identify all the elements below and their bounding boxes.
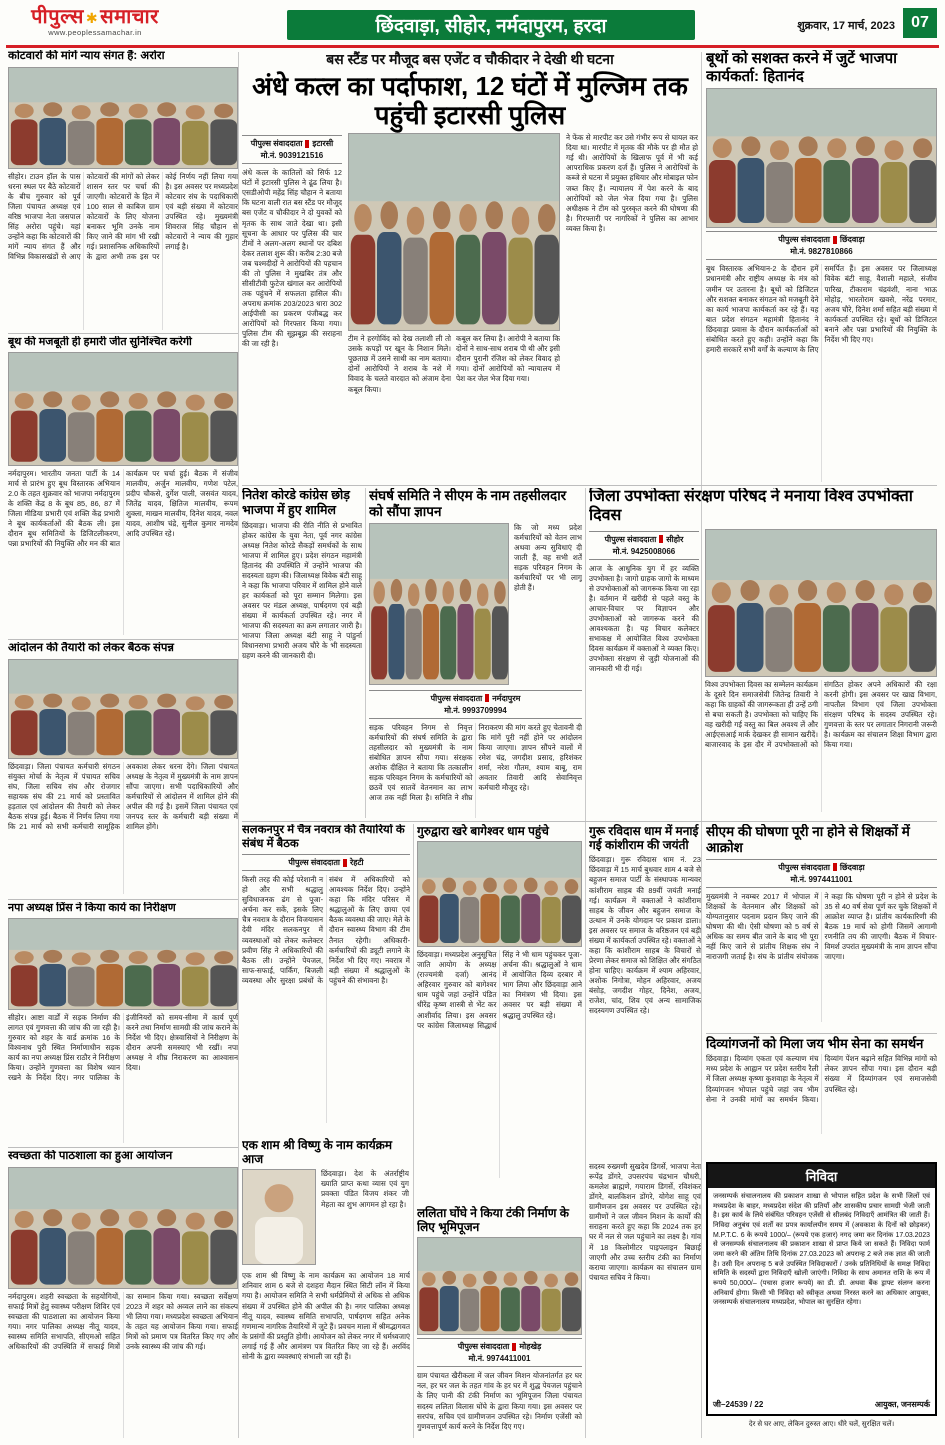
section-rule <box>8 333 238 334</box>
article-body: कबूल कर लिया है। आरोपी ने बताया कि दोनों ने साथ-साथ शराब पी थी और इसी दौरान पुरानी रंजिश को लेकर विवाद हो गया। दोनों आरोपियों को न्यायालय में पेश कर जेल भेज दिया गया। <box>456 334 560 384</box>
column-rule <box>365 488 366 818</box>
photo-vishnu-speaker-portrait <box>242 1169 316 1265</box>
newspaper-logo <box>10 6 180 37</box>
section-rule <box>242 485 937 486</box>
article-headline: गुरू रविदास धाम में मनाई गई कांशीराम की जयंती <box>589 824 699 853</box>
logo-star-icon <box>86 6 98 28</box>
photo-swachhata-event <box>8 1167 238 1289</box>
logo-text <box>10 6 180 28</box>
byline-location: नर्मदापुरम <box>492 693 521 703</box>
article-body: नर्मदापुरम। भारतीय जनता पार्टी के 14 मार्च से प्रारंभ हुए बूथ विस्तारक अभियान 2.0 के तहत शुक्रवार को भाजपा नर्मदापुरम के शक्ति केंद्र 8 के बूथ 85, 86, 87 में जिला मीडिया प्रभारी एवं शक्ति केंद्र प्रभारी ने बूथ कार्यकर्ताओं की बैठक ली। इस दौरान बूथ समितियों के डिजिटलीकरण, पन्ना प्रभारियों की नियुक्ति और मन की बात कार्यक्रम पर चर्चा हुई। बैठक में संजीव मालवीय, अर्जुन मालवीय, गणेश पटेल, प्रदीप चौकसे, दुर्गेश पाली, जसवंत यादव, जितेंद्र यादव, क्षितिज मालवीय, रूपम शुक्ला, माखन मालवीय, दिनेश यादव, नवल यादव, आशीष चंद्रे, सुनील कुमार नामदेव आदि उपस्थित रहे। <box>8 468 238 549</box>
logo-part1: पीपुल्स <box>31 6 84 28</box>
byline-phone: मो.नं. 9039121516 <box>260 151 324 161</box>
article-swachhata <box>8 1150 238 1440</box>
article-headline: बूथों को सशक्त करने में जुटें भाजपा कार्यकर्ता: हितानंद <box>706 50 897 85</box>
article-vishnu-event <box>242 1138 410 1438</box>
website-url: www.peoplessamachar.in <box>48 28 142 37</box>
byline-location: छिंदवाड़ा <box>839 235 865 245</box>
article-headline: ललिता घोंघे ने किया टंकी निर्माण के लिए भूमिपूजन <box>417 1206 569 1235</box>
article-cm-teachers <box>706 824 937 1030</box>
byline-separator <box>343 859 347 867</box>
article-headline: एक शाम श्री विष्णु के नाम कार्यक्रम आज <box>242 1138 393 1167</box>
section-rule <box>8 1147 238 1148</box>
article-headline: आंदोलन की तैयारी को लेकर बैठक संपन्न <box>8 642 174 654</box>
article-headline: नितेश कोरडे कांग्रेस छोड़ भाजपा में हुए शामिल <box>242 488 350 517</box>
article-body: विश्व उपभोक्ता दिवस का सम्मेलन कार्यक्रम के दूसरे दिन समाजसेवी जितेन्द्र तिवारी ने कहा कि ग्राहकों की जागरूकता ही उन्हें ठगी से बचा सकती है। उपभोक्ता को चाहिए कि वह खरीदी गई वस्तु का बिल अवश्य लें और आईएसआई मार्क देखकर ही सामान खरीदें। बाजारवाद के इस दौर में उपभोक्ताओं को संगठित होकर अपने अधिकारों की रक्षा करनी होगी। इस अवसर पर खाद्य विभाग, नापतौल विभाग एवं जिला उपभोक्ता संरक्षण परिषद के सदस्य उपस्थित रहे। गुणवत्ता के स्तर पर लगातार निगरानी जरूरी है। कार्यक्रम का संचालन शिक्षा विभाग द्वारा किया गया। <box>705 679 937 750</box>
byline-agency: पीपुल्स संवाददाता <box>457 1342 510 1352</box>
article-body: नर्मदापुरम। शहरी स्वच्छता के सहयोगियों, सफाई मित्रों हेतु स्वास्थ्य परीक्षण शिविर एवं स्वच्छता की पाठशाला का आयोजन किया गया। नगर पालिका अध्यक्ष नीतू यादव, स्वास्थ्य समिति सभापति, सीएमओ सहित अधिकारियों की उपस्थिति में सफाई मित्रों का सम्मान किया गया। स्वच्छता सर्वेक्षण 2023 में शहर को अव्वल लाने का संकल्प भी लिया गया। मध्यप्रदेश स्वच्छता अभियान के तहत यह आयोजन किया गया। सफाई मित्रों को प्रमाण पत्र वितरित किए गए और उनके स्वास्थ्य की जांच की गई। <box>8 1291 238 1351</box>
byline-agency: पीपुल्स संवाददाता <box>778 862 830 872</box>
article-body: छिंदवाड़ा। देश के अंतर्राष्ट्रीय ख्याति प्राप्त कथा व्यास एवं युग प्रवक्ता पंडित विजय शंकर जी मेहता का शुभ आगमन हो रहा है। <box>321 1169 409 1209</box>
article-body: मुख्यमंत्री ने नवम्बर 2017 में भोपाल में शिक्षकों के वेतनमान और शिक्षकों को योग्यतानुसार पदनाम प्रदान किए जाने की घोषणा की थी। ऐसी घोषणा को 5 वर्ष से अधिक का समय बीत जाने के बाद भी पूरा नहीं किए जाने से प्रांतीय शिक्षक संघ ने नाराजगी जताई है। संघ के प्रांतीय संयोजक ने कहा कि घोषणा पूरी न होने से प्रदेश के 35 से 40 वर्ष सेवा पूर्ण कर चुके शिक्षकों में आक्रोश व्याप्त है। प्रांतीय कार्यकारिणी की बैठक 19 मार्च को होगी जिसमें आगामी रणनीति तय की जाएगी। बैठक में विचार-विमर्श उपरांत मुख्यमंत्री के नाम ज्ञापन सौंपा जाएगा। <box>706 891 937 962</box>
article-itarsi-murder <box>242 50 698 482</box>
article-nitesh-korde <box>242 488 362 818</box>
tender-reference: जी–24539 / 22 <box>713 1400 764 1409</box>
byline-separator <box>659 535 663 543</box>
article-body: छिंदवाड़ा। भाजपा की रीति नीति से प्रभावित होकर कांग्रेस के युवा नेता, पूर्व नगर कांग्रेस अध्यक्ष नितेश कोरडे सैकड़ों समर्थकों के साथ भाजपा में शामिल हुए। प्रदेश संगठन महामंत्री हितानंद की उपस्थिति में उन्होंने भाजपा की सदस्यता ग्रहण की। जिलाध्यक्ष विवेक बंटी साहू ने कहा कि भाजपा परिवार में शामिल होने वाले हर कार्यकर्ता को पूरा सम्मान मिलेगा। इस अवसर पर मंडल अध्यक्ष, पार्षदगण एवं बड़ी संख्या में कार्यकर्ता उपस्थित रहे। नगर में भाजपा की सदस्यता का क्रम लगातार जारी है। भाजपा जिला अध्यक्ष बंटी साहू ने पांडुर्ना विधानसभा प्रभारी अजय चौरे के भी सदस्यता ग्रहण करने की जानकारी दी। <box>242 520 362 661</box>
byline <box>242 854 410 871</box>
byline-separator <box>305 140 309 148</box>
article-lalita-bhumipujan <box>417 1206 582 1440</box>
photo-memorandum-handover <box>369 523 509 685</box>
byline-agency: पीपुल्स संवाददाता <box>778 235 830 245</box>
byline-separator <box>833 863 837 871</box>
photo-bjp-booth-meeting <box>8 352 238 466</box>
article-body: छिंदवाड़ा। मध्यप्रदेश अनुसूचित जाति आयोग के अध्यक्ष (राज्यमंत्री दर्जा) आनंद अहिरवार गुरुवार को बागेश्वर धाम पहुंचे जहां उन्होंने पंडित धीरेंद्र कृष्ण शास्त्री से भेंट कर आशीर्वाद लिया। इस अवसर पर कांग्रेस जिलाध्यक्ष सिद्धार्थ सिंह ने भी धाम पहुंचकर पूजा-अर्चना की। श्रद्धालुओं ने धाम में आयोजित दिव्य दरबार में भाग लिया और छिंदवाड़ा आने का निमंत्रण भी दिया। इस अवसर पर बड़ी संख्या में श्रद्धालु उपस्थित रहे। <box>417 950 582 1030</box>
byline-agency: पीपुल्स संवाददाता <box>430 693 483 703</box>
photo-consumer-day-group <box>705 529 937 677</box>
article-headline: बूथ की मजबूती ही हमारी जीत सुनिश्चित करेगी <box>8 336 192 348</box>
byline <box>417 1338 582 1367</box>
byline-agency: पीपुल्स संवाददाता <box>288 858 340 868</box>
article-body: सदस्य रुख्मणी सुखदेव डिगर्से, भाजपा नेता रूपेंद्र डोंगरे, उपसरपंच चंद्रभान चौधरी, कमलेश ब्राह्मणे, गयाराम डिगर्से, रविशंकर डोंगरे, बालकिशन डोंगरे, योगेश साहू एवं ग्रामीणजन इस अवसर पर उपस्थित रहे। ग्रामीणों ने जल जीवन मिशन के कार्यों की सराहना करते हुए कहा कि 2024 तक हर घर में नल से जल पहुंचाने का लक्ष्य है। गांव में 18 किलोमीटर पाइपलाइन बिछाई जाएगी और उच्च स्तरीय टंकी का निर्माण कराया जाएगा। कार्यक्रम का संचालन ग्राम पंचायत सचिव ने किया। <box>589 1162 701 1282</box>
article-body: ग्राम पंचायत खैरीकला में जल जीवन मिशन योजनांतर्गत हर घर नल, हर घर जल के तहत गांव के हर घर में शुद्ध पेयजल पहुंचाने के लिए पानी की टंकी निर्माण का भूमिपूजन जिला पंचायत सदस्य ललिता विलास घोंघे के द्वारा किया गया। इस अवसर पर सरपंच, सचिव एवं ग्रामीणजन उपस्थित रहे। निर्माण एजेंसी को गुणवत्तापूर्ण कार्य करने के निर्देश दिए गए। <box>417 1371 582 1431</box>
photo-andolan-meeting <box>8 659 238 759</box>
masthead-rule <box>6 45 939 48</box>
byline-separator <box>485 694 489 702</box>
article-headline: सलकनपुर में चैत्र नवरात्र की तैयारियों के संबंध में बैठक <box>242 824 405 850</box>
byline-agency: पीपुल्स संवाददाता <box>250 139 303 149</box>
article-body: सीहोर। आष्टा वार्डों में सड़क निर्माण की लागत एवं गुणवत्ता की जांच की जा रही है। गुरुवार को शहर के वार्ड क्रमांक 16 के विश्वनाथ पुरी स्थित निर्माणाधीन सड़क कार्य का नपा अध्यक्ष प्रिंस राठौर ने निरीक्षण किया। उन्होंने गुणवत्ता का विशेष ध्यान रखने के निर्देश दिए। नगर पालिका के इंजीनियरों को समय-सीमा में कार्य पूर्ण करने तथा निर्माण सामग्री की जांच कराने के निर्देश भी दिए। क्षेत्रवासियों ने निरीक्षण के दौरान अपनी समस्याएं भी रखीं। नपा अध्यक्ष ने शीघ्र निराकरण का आश्वासन दिया। <box>8 1012 238 1083</box>
article-body: किसी तरह की कोई परेशानी न हो और सभी श्रद्धालु सुविधाजनक ढंग से पूजा-अर्चना कर सकें, इसके लिए चैत्र नवरात्र के दौरान विजयासन देवी मंदिर सलकनपुर में व्यवस्थाओं को लेकर कलेक्टर प्रवीण सिंह ने अधिकारियों की बैठक ली। उन्होंने पेयजल, साफ-सफाई, पार्किंग, बिजली व्यवस्था और सुरक्षा प्रबंधों के संबंध में अधिकारियों को आवश्यक निर्देश दिए। उन्होंने कहा कि मंदिर परिसर में श्रद्धालुओं के लिए छाया एवं बैठक व्यवस्था की जाए। मेले के दौरान स्वास्थ्य विभाग की टीम तैनात रहेगी। अधिकारी-कर्मचारियों की ड्यूटी लगाने के निर्देश भी दिए गए। नवरात्र में बड़ी संख्या में श्रद्धालुओं के पहुंचने की संभावना है। <box>242 875 410 985</box>
article-headline: स्वच्छता की पाठशाला का हुआ आयोजन <box>8 1150 173 1162</box>
masthead <box>0 0 945 46</box>
article-body: टीम ने हरगोविंद को देख तलाशी ली तो उसके कपड़ों पर खून के निशान मिले। पूछताछ में उसने साथी का नाम बताया। दोनों आरोपियों ने शराब के नशे में विवाद के चलते वारदात को अंजाम देना कबूल किया। <box>348 334 451 394</box>
article-salkanpur <box>242 824 410 1136</box>
section-rule <box>706 1033 937 1034</box>
section-rule <box>8 639 238 640</box>
byline <box>589 531 699 560</box>
article-headline: अंधे कत्ल का पर्दाफाश, 12 घंटों में मुल्जिम तक पहुंची इटारसी पुलिस <box>252 71 688 130</box>
byline-separator <box>833 236 837 244</box>
article-headline: संघर्ष समिति ने सीएम के नाम तहसीलदार को सौंपा ज्ञापन <box>369 488 567 519</box>
section-rule <box>242 821 937 822</box>
safety-slogan: देर से घर आए, लेकिन दुरुस्त आए। धीरे चलें, सुरक्षित चलें। <box>748 1421 895 1428</box>
byline-agency: पीपुल्स संवाददाता <box>604 534 657 544</box>
byline <box>369 690 582 719</box>
article-headline: सीएम की घोषणा पूरी ना होने से शिक्षकों में आक्रोश <box>706 824 910 855</box>
article-body: आज के आधुनिक युग में हर व्यक्ति उपभोक्ता है। जागो ग्राहक जागो के माध्यम से उपभोक्ताओं को जागरूक किया जा रहा है। वर्तमान में खरीदी से पहले वस्तु के आचार-विचार पर विज्ञापन और उपभोक्ताओं को जागरूक करने की आवश्यकता है। यह विचार कलेक्टर सभाकक्ष में आयोजित विश्व उपभोक्ता दिवस कार्यक्रम में वक्ताओं ने व्यक्त किए। उपभोक्ता संरक्षण से जुड़ी योजनाओं की जानकारी भी दी गई। <box>589 563 699 674</box>
article-body: अंधे कत्ल के कातिलों को सिर्फ 12 घंटों में इटारसी पुलिस ने ढूंढ लिया है। एसडीओपी महेंद्र सिंह चौहान ने बताया कि घटना वाली रात बस स्टैंड पर मौजूद बस एजेंट व चौकीदार ने दो युवकों को मृतक के साथ जाते देखा था। इसी सूचना के आधार पर पुलिस की चार टीमों ने अलग-अलग स्थानों पर दबिश देकर तलाश शुरू की। करीब 2:30 बजे जब चश्मदीदों ने आरोपियों की पहचान की तो पुलिस ने मुखबिर तंत्र और सीसीटीवी फुटेज खंगाल कर आरोपियों तक पहुंचने में सफलता हासिल की। अपराध क्रमांक 203/2023 धारा 302 आईपीसी का प्रकरण पंजीबद्ध कर आरोपियों को गिरफ्तार किया गया। पुलिस टीम की सूझबूझ की सराहना की जा रही है। <box>242 168 342 349</box>
byline-separator <box>512 1343 516 1351</box>
photo-bjp-meeting-hitanand <box>706 88 937 228</box>
tender-title: निविदा <box>708 1164 935 1188</box>
photo-bageshwar-visitors <box>417 841 582 947</box>
photo-bhumipujan-ceremony <box>417 1237 582 1335</box>
article-body: बूथ विस्तारक अभियान-2 के दौरान हमें प्रधानमंत्री और राष्ट्रीय अध्यक्ष के मंत्र को जमीन पर उतारना है। बूथों को डिजिटल और सशक्त बनाकर संगठन को मजबूती देने का कार्य भाजपा कार्यकर्ता कर रहे हैं। यह बात प्रदेश संगठन महामंत्री हितानंद ने छिंदवाड़ा प्रवास के दौरान कार्यकर्ताओं को संबोधित करते हुए कही। उन्होंने कहा कि हमारी सरकारें सभी वर्गों के कल्याण के लिए समर्पित हैं। इस अवसर पर जिलाध्यक्ष विवेक बंटी साहू, वैशाली महाले, संजीव पारिख, टीकाराम चंद्रवंशी, नाना भाऊ मोहोड़, भारतोराम खवसे, नरेंद्र परमार, अजय चौरे, दिनेश शर्मा सहित बड़ी संख्या में कार्यकर्ता उपस्थित रहे। बूथों को डिजिटल बनाने और पन्ना प्रभारियों की नियुक्ति के निर्देश भी दिए गए। <box>706 264 937 354</box>
byline <box>242 135 342 164</box>
section-rule <box>8 899 238 900</box>
article-kanshiram-jayanti <box>589 824 701 1158</box>
column-rule <box>413 824 414 1438</box>
byline-phone: मो.नं. 9974411001 <box>790 874 853 884</box>
article-body: एक शाम श्री विष्णु के नाम कार्यक्रम का आयोजन 18 मार्च शनिवार शाम 6 बजे से दशहरा मैदान स्थित सिटी लॉन में किया गया है। आयोजन समिति ने सभी धर्मप्रेमियों से अधिक से अधिक संख्या में उपस्थित होने की अपील की है। नगर पालिका अध्यक्ष नीतू यादव, स्वास्थ्य समिति सभापति, पार्षदगण सहित अनेक गणमान्य नागरिक तैयारियों में जुटे हैं। प्रवचन माला में श्रीमद्भागवत के प्रसंगों की प्रस्तुति होगी। आयोजन को लेकर नगर में धर्मध्वजाएं लगाई गई हैं और आमंत्रण पत्र वितरित किए जा रहे हैं। अरविंद सोनी के द्वारा व्यवस्थाएं संभाली जा रही हैं। <box>242 1271 410 1361</box>
byline-phone: मो.नं. 9993709994 <box>444 705 507 715</box>
article-body: सीहोर। टाउन हॉल के पास धरना स्थल पर बैठे कोटवारों के बीच गुरुवार को पूर्व जिला पंचायत अध्यक्ष एवं वरिष्ठ भाजपा नेता जसपाल सिंह अरोरा पहुंचे। यहां उन्होंने कहा कि कोटवारों की मांगें न्याय संगत हैं और विभिन्न विकासखंडों से आए कोटवारों की मांगों को लेकर शासन स्तर पर चर्चा की जाएगी। कोटवारों के हित में 100 साल से काबिज ग्राम कोटवारों के लिए योजना बनाकर भूमि उनके नाम किए जाने की मांग भी रखी गई। प्रशासनिक अधिकारियों के द्वारा अभी तक इस पर कोई निर्णय नहीं लिया गया है। इस अवसर पर मध्यप्रदेश कोटवार संघ के पदाधिकारी एवं बड़ी संख्या में कोटवार उपस्थित रहे। मुख्यमंत्री शिवराज सिंह चौहान से कोटवारों ने न्याय की गुहार लगाई है। <box>8 171 238 262</box>
article-consumer-day <box>589 488 937 818</box>
article-body: छिंदवाड़ा। दिव्यांग एकता एवं कल्याण मंच मध्य प्रदेश के आह्वान पर प्रदेश स्तरीय रैली में जिला अध्यक्ष कृष्णा कुशवाहा के नेतृत्व में दिव्यांगजन भोपाल पहुंचे जहां जय भीम सेना ने उनकी मांगों का समर्थन किया। दिव्यांग पेंशन बढ़ाने सहित विभिन्न मांगों को लेकर ज्ञापन सौंपा गया। इस दौरान बड़ी संख्या में दिव्यांगजन एवं समाजसेवी उपस्थित रहे। <box>706 1054 937 1104</box>
article-sangharsh-samiti <box>369 488 582 818</box>
byline <box>706 231 937 260</box>
photo-kotwar-gathering <box>8 67 238 169</box>
article-body: सड़क परिवहन निगम से निवृत्त कर्मचारियों की संघर्ष समिति के द्वारा तहसीलदार को मुख्यमंत्री के नाम संबोधित ज्ञापन सौंपा गया। संरक्षक अशोक दीक्षित ने बताया कि तत्कालीन सड़क परिवहन निगम के कर्मचारियों को छठवें एवं सातवें वेतनमान का लाभ आज तक नहीं मिला है। समिति ने शीघ्र निराकरण की मांग करते हुए चेतावनी दी कि मांगें पूरी नहीं होने पर आंदोलन किया जाएगा। ज्ञापन सौंपने वालों में रमेश चंद्र, जगदीश प्रसाद, हरिशंकर शर्मा, नरेश गौतम, श्याम बाबू, राम अवतार तिवारी आदि सेवानिवृत्त कर्मचारी मौजूद रहे। <box>369 722 582 803</box>
article-lalita-continued <box>589 1162 701 1440</box>
tender-body: जनसम्पर्क संचालनालय की प्रकाशन शाखा से भोपाल सहित प्रदेश के सभी जिलों एवं मध्यप्रदेश के बाहर, मध्यप्रदेश संदेश की प्रतियाँ और शासकीय प्रचार सामग्री भेजी जाती है। इस कार्य के लिये संबंधित परिवहन एजेंसी से सीलबंद निविदाएँ आमंत्रित की जाती हैं। निविदा अनुबंध एवं शर्तों का प्रपत्र कार्यालयीन समय में (अवकाश के दिनों को छोड़कर) M.P.T.C. 6 के रूपये 1000/– (रूपये एक हजार) नगद जमा कर दिनांक 17.03.2023 से जनसम्पर्क संचालनालय की प्रकाशन शाखा से प्राप्त किये जा सकते हैं। निविदा फार्म जमा करने की अंतिम तिथि दिनांक 27.03.2023 को अपरान्ह 2 बजे तक ज्ञात की जाती है। उसी दिन अपरान्ह 5 बजे उपस्थित निविदाकारों / उनके प्रतिनिधियों के समक्ष निविदा समिति के सदस्यों द्वारा निविदाएँ खोली जाएंगी। निविदा के साथ अमानत राशि के रूप में रूपये 50,000/– (पचास हजार रूपये) का डी. डी. अथवा बैंक ड्राफ्ट संलग्न करना अनिवार्य होगा। किसी भी निविदा को स्वीकृत अथवा निरस्त करने का अधिकार आयुक्त, जनसम्पर्क संचालनालय मध्यप्रदेश, भोपाल का सुरक्षित रहेगा। <box>713 1193 930 1307</box>
byline-phone: मो.नं. 9827810866 <box>790 247 853 257</box>
byline-location: सीहोर <box>666 534 684 544</box>
article-headline: गुरुद्वारा खरे बागेश्वर धाम पहुंचे <box>417 824 549 838</box>
byline-location: छिंदवाड़ा <box>839 862 865 872</box>
article-body: कि जो मध्य प्रदेश कर्मचारियों को वेतन लाभ अथवा अन्य सुविधाएं दी जाती हैं, वह सभी शर्तें सड़क परिवहन निगम के कर्मचारियों पर भी लागू होती हैं। <box>514 522 582 593</box>
article-headline: नपा अध्यक्ष प्रिंस ने किया कार्य का निरीक्षण <box>8 902 176 914</box>
article-body: छिंदवाड़ा। जिला पंचायत कर्मचारी संगठन संयुक्त मोर्चा के नेतृत्व में पंचायत सचिव संघ, जिला सचिव संघ और रोजगार सहायक संघ की 21 मार्च को प्रस्तावित हड़ताल एवं आंदोलन की तैयारी को लेकर बैठक संपन्न हुई। बैठक में निर्णय लिया गया कि 21 मार्च को सभी कर्मचारी सामूहिक अवकाश लेकर धरना देंगे। जिला पंचायत अध्यक्ष के नेतृत्व में मुख्यमंत्री के नाम ज्ञापन सौंपा जाएगा। सभी पदाधिकारियों और कर्मचारियों से आंदोलन में शामिल होने की अपील की गई है। इसमें जिला पंचायत एवं जनपद स्तर के कर्मचारी बड़ी संख्या में शामिल होंगे। <box>8 761 238 831</box>
photo-road-inspection <box>8 918 238 1010</box>
article-headline: जिला उपभोक्ता संरक्षण परिषद ने मनाया विश्व उपभोक्ता दिवस <box>589 488 913 524</box>
tender-signature: आयुक्त, जनसम्पर्क <box>874 1400 930 1409</box>
tender-notice <box>706 1162 937 1416</box>
article-kotwar <box>8 50 238 331</box>
column-rule <box>238 52 239 1438</box>
article-hitanand <box>706 50 937 482</box>
article-napa-inspection <box>8 902 238 1144</box>
column-rule <box>585 488 586 1438</box>
article-body: छिंदवाड़ा। गुरू रविदास धाम नं. 23 छिंदवाड़ा में 15 मार्च बुधवार शाम 4 बजे से बहुजन समाज पार्टी के संस्थापक मान्यवर कांशीराम साहब की 89वीं जयंती मनाई गई। कार्यक्रम में वक्ताओं ने कांशीराम साहब के जीवन और बहुजन समाज के उत्थान में उनके योगदान पर प्रकाश डाला। इस अवसर पर समाज के वरिष्ठजन एवं बड़ी संख्या में कार्यकर्ता उपस्थित रहे। वक्ताओं ने कहा कि कांशीराम साहब के विचारों से प्रेरणा लेकर समाज को शिक्षित और संगठित होना चाहिए। कार्यक्रम में श्याम अहिरवार, अशोक निगोत्रा, मोहन अहिरवार, अजय बंसोड़, जगदीश गोहर, दिनेश, अजय, राजेश, चांद, शिव एवं अन्य सामाजिक सदस्यगण उपस्थित रहे। <box>589 855 701 1016</box>
article-andolan <box>8 642 238 896</box>
byline-location: मोहखेड़ <box>519 1342 542 1352</box>
article-bageshwar-visit <box>417 824 582 1202</box>
byline <box>706 859 937 888</box>
byline-phone: मो.नं. 9425008066 <box>612 546 676 556</box>
article-booth-meeting <box>8 336 238 636</box>
byline-phone: मो.नं. 9974411001 <box>468 1354 531 1364</box>
article-headline: दिव्यांगजनों को मिला जय भीम सेना का समर्थन <box>706 1036 924 1051</box>
byline-location: रेहटी <box>350 858 364 868</box>
issue-date: शुक्रवार, 17 मार्च, 2023 <box>797 20 895 32</box>
article-headline: कोटवारों की मांगें न्याय संगत हैं: अरोरा <box>8 50 165 62</box>
page-number: 07 <box>903 8 937 38</box>
photo-police-team <box>348 133 560 331</box>
regions-banner: छिंदवाड़ा, सीहोर, नर्मदापुरम, हरदा <box>287 10 695 40</box>
logo-part2: समाचार <box>100 6 159 28</box>
article-body: ने फेंक से मारपीट कर उसे गंभीर रूप से घायल कर दिया था। मारपीट में मृतक की मौके पर ही मौत हो गई थी। आरोपियों के खिलाफ पूर्व में भी कई आपराधिक प्रकरण दर्ज हैं। पुलिस ने आरोपियों के कब्जे से घटना में प्रयुक्त हथियार और मोबाइल फोन जब्त किए हैं। न्यायालय में पेश करने के बाद आरोपियों को जेल भेज दिया गया है। पुलिस अधीक्षक ने टीम को पुरस्कृत करने की घोषणा की है। गिरफ्तारी पर नागरिकों ने पुलिस का आभार व्यक्त किया है। <box>566 133 698 233</box>
article-divyang-support <box>706 1036 937 1156</box>
byline-location: इटारसी <box>312 139 334 149</box>
kicker: बस स्टैंड पर मौजूद बस एजेंट व चौकीदार ने देखी थी घटना <box>326 51 614 67</box>
